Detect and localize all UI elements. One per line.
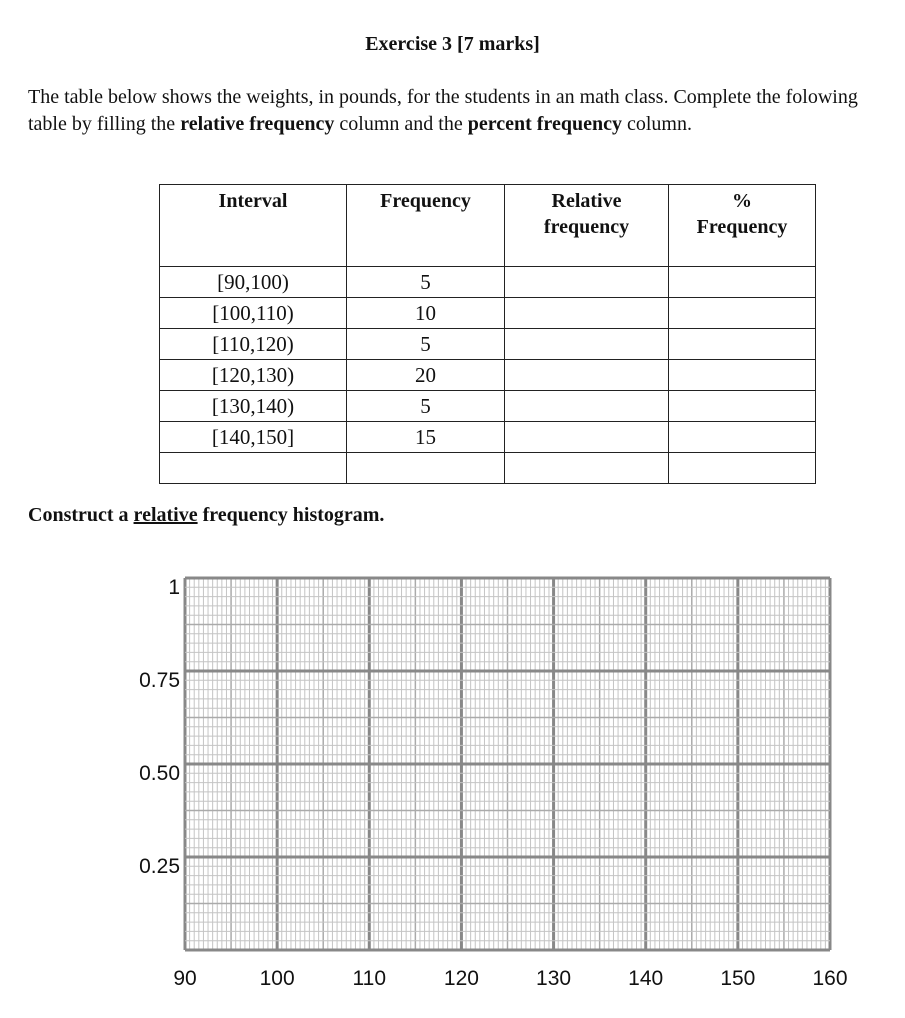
x-tick-label: 100	[259, 967, 295, 990]
y-tick-label: 0.75	[139, 669, 180, 692]
intro-text-3: column.	[621, 113, 692, 135]
header-frequency: Frequency	[347, 185, 505, 267]
x-tick-label: 110	[352, 967, 387, 990]
x-tick-label: 140	[628, 967, 664, 990]
intro-bold-relative: relative frequency	[180, 113, 335, 135]
intro-text-1: The table below shows the weights, in pounds, for the students in an math class. Complete the folowing table by filling the	[28, 86, 858, 135]
instruction-underlined: relative	[133, 504, 198, 526]
cell-interval: [110,120)	[160, 329, 347, 360]
cell-interval: [90,100)	[160, 267, 347, 298]
cell-frequency: 5	[347, 329, 505, 360]
exercise-title: Exercise 3 [7 marks]	[365, 33, 540, 55]
instruction-text-1: Construct a	[28, 504, 134, 526]
y-tick-label: 0.25	[139, 855, 180, 878]
cell-frequency: 10	[347, 298, 505, 329]
cell-frequency: 20	[347, 360, 505, 391]
cell-interval: [100,110)	[160, 298, 347, 329]
cell-interval: [130,140)	[160, 391, 347, 422]
x-tick-label: 90	[173, 967, 197, 990]
x-tick-label: 120	[443, 967, 479, 990]
cell-interval: [120,130)	[160, 360, 347, 391]
intro-text-2: column and the	[334, 113, 468, 135]
cell-frequency: 5	[347, 267, 505, 298]
intro-bold-percent: percent frequency	[467, 113, 622, 135]
cell-frequency: 5	[347, 391, 505, 422]
y-tick-label: 1	[168, 576, 180, 599]
y-tick-label: 0.50	[139, 762, 180, 785]
header-relative-frequency: Relative frequency	[505, 185, 669, 267]
cell-frequency: 15	[347, 422, 505, 453]
x-tick-label: 130	[536, 967, 572, 990]
instruction-text-2: frequency histogram.	[197, 504, 385, 526]
x-tick-label: 160	[812, 967, 848, 990]
header-interval: Interval	[160, 185, 347, 267]
x-tick-label: 150	[720, 967, 756, 990]
cell-interval: [140,150]	[160, 422, 347, 453]
header-percent-frequency: % Frequency	[669, 185, 816, 267]
